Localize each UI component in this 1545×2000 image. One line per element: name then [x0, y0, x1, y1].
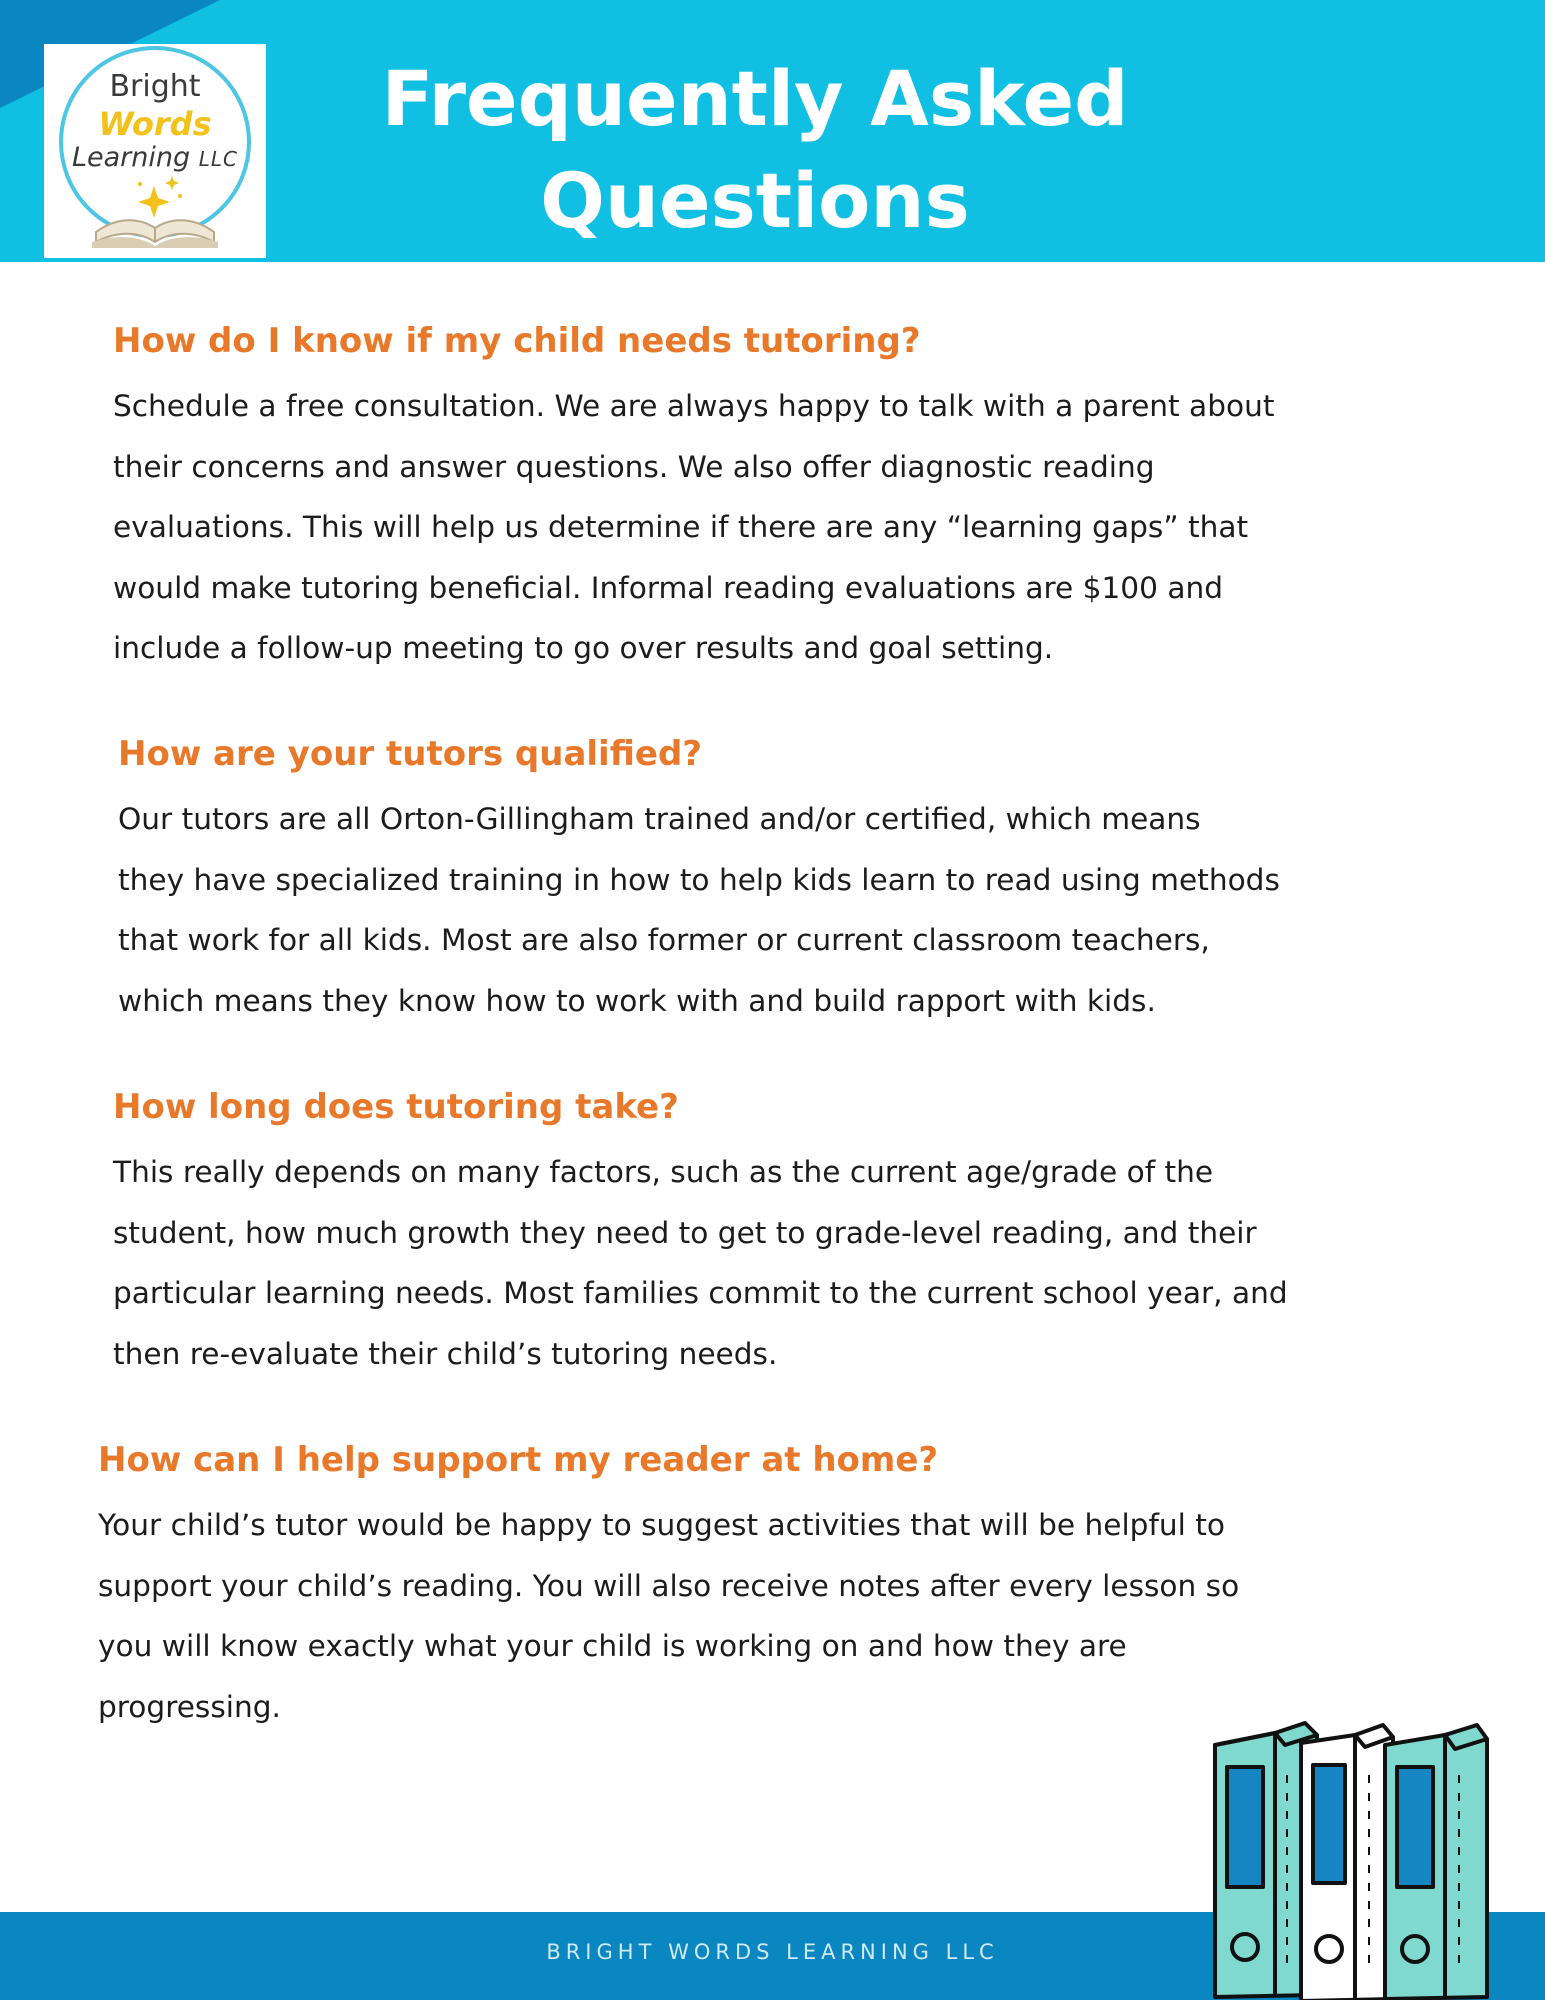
- faq-item-tutor-qualifications: [118, 731, 1498, 1031]
- footer-text: BRIGHT WORDS LEARNING LLC: [546, 1940, 999, 1964]
- logo-text-learning-word: Learning: [71, 142, 191, 173]
- faq-answer: Your child’s tutor would be happy to suggest activities that will be helpful to support your child’s reading. You will also receive notes after every lesson so you will know exactly what your child is working on and how they are progressing.: [98, 1508, 1240, 1724]
- book-icon: [92, 220, 218, 248]
- faq-answer: Schedule a free consultation. We are always happy to talk with a parent about their concerns and answer questions. We also offer diagnostic reading evaluations. This will help us determine if there are any “learning gaps” that would make tutoring beneficial. Informal reading evaluations are $100 and include a follow-up meeting to go over results and goal setting.: [113, 389, 1275, 665]
- faq-question: How do I know if my child needs tutoring?: [113, 321, 921, 361]
- faq-item-tutoring-duration: [113, 1084, 1493, 1384]
- page-title: [290, 48, 1220, 252]
- faq-question: How long does tutoring take?: [113, 1087, 679, 1127]
- faq-item-needs-tutoring: [113, 318, 1493, 679]
- logo-text-learning: [44, 144, 266, 171]
- page-title-line2: Questions: [540, 156, 970, 245]
- logo-text-bright: Bright: [109, 69, 201, 104]
- binders-icon: [1205, 1705, 1525, 2000]
- sparkle-icon: [138, 176, 182, 218]
- header-band: [0, 0, 1545, 262]
- faq-question: How are your tutors qualified?: [118, 734, 703, 774]
- logo-text-llc: LLC: [198, 147, 238, 171]
- faq-answer: Our tutors are all Orton-Gillingham trained and/or certified, which means they have specialized training in how to help kids learn to read using methods that work for all kids. Most are also former or current classroom teachers, which means they know how to work with and build rapport with kids.: [118, 802, 1280, 1018]
- logo: [44, 44, 266, 258]
- page-title-line1: Frequently Asked: [381, 54, 1129, 143]
- faq-answer: This really depends on many factors, such as the current age/grade of the student, how much growth they need to get to grade-level reading, and their particular learning needs. Most families commit to the current school year, and then re-evaluate their child’s tutoring needs.: [113, 1155, 1288, 1371]
- logo-text-words: Words: [98, 105, 212, 143]
- faq-item-home-support: [98, 1437, 1478, 1737]
- faq-question: How can I help support my reader at home?: [98, 1440, 939, 1480]
